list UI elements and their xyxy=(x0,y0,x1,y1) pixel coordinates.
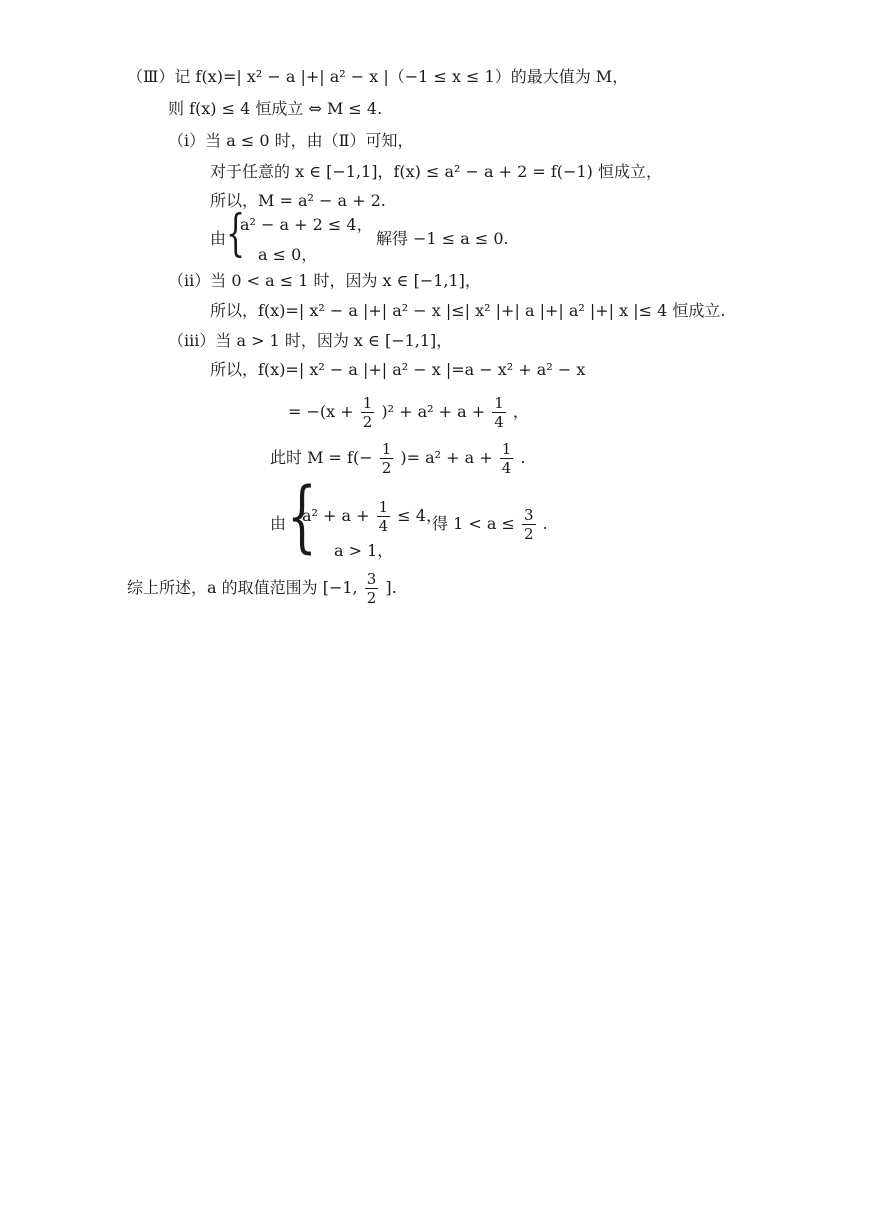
case-iii-max-part2: )= a² + a + xyxy=(400,448,493,467)
case-ii-bound: 所以，f(x)=| x² − a |+| a² − x |≤| x² |+| a |+| a² |+| x |≤ 4 恒成立. xyxy=(210,301,726,320)
fraction-one-half: $\frac{1}{2}$ xyxy=(381,440,392,477)
case-iii-max-part3: . xyxy=(520,448,526,467)
part-iii-intro: （Ⅲ）记 f(x)=| x² − a |+| a² − x |（−1 ≤ x ≤ 1）的最大值为 M， xyxy=(127,67,629,86)
case-i-system-row1: a² − a + 2 ≤ 4， xyxy=(240,215,373,234)
conclusion xyxy=(127,566,397,610)
case-i-max: 所以，M = a² − a + 2. xyxy=(210,191,386,210)
case-i-solution: 解得 −1 ≤ a ≤ 0. xyxy=(376,229,509,248)
case-iii-completed-square xyxy=(288,390,529,434)
case-iii-system-lead: 由 xyxy=(270,514,287,533)
case-iii-system-row1-part2: ≤ 4， xyxy=(397,506,442,525)
equivalence-statement: 则 f(x) ≤ 4 恒成立 ⇔ M ≤ 4. xyxy=(168,99,383,118)
case-i-heading: （ⅰ）当 a ≤ 0 时，由（Ⅱ）可知， xyxy=(168,131,414,150)
case-iii-system-row1-part1: a² + a + xyxy=(302,506,370,525)
case-i-system-row2: a ≤ 0， xyxy=(258,245,318,264)
case-iii-completed-square-part2: )² + a² + a + xyxy=(381,402,486,421)
case-iii-heading: （ⅲ）当 a > 1 时，因为 x ∈ [−1,1]， xyxy=(168,331,453,350)
fraction-three-halves: $\frac{3}{2}$ xyxy=(366,570,377,607)
fraction-three-halves: $\frac{3}{2}$ xyxy=(523,506,534,543)
fraction-one-quarter: $\frac{1}{4}$ xyxy=(494,394,504,431)
case-iii-system-brace: { xyxy=(287,472,317,562)
case-iii-solution-part1: 得 1 < a ≤ xyxy=(432,514,515,533)
conclusion-part2: ]. xyxy=(385,578,397,597)
case-iii-max-part1: 此时 M = f(− xyxy=(270,448,373,467)
fraction-one-quarter: $\frac{1}{4}$ xyxy=(501,440,512,477)
case-iii-system-row1 xyxy=(302,494,442,538)
case-i-inequality: 对于任意的 x ∈ [−1,1]，f(x) ≤ a² − a + 2 = f(−1) 恒成立， xyxy=(210,162,662,181)
fraction-one-half: $\frac{1}{2}$ xyxy=(362,394,373,431)
case-iii-completed-square-part3: ， xyxy=(512,402,529,421)
case-iii-expression: 所以，f(x)=| x² − a |+| a² − x |=a − x² + a² − x xyxy=(210,360,586,379)
case-i-system-lead: 由 xyxy=(210,229,227,248)
case-iii-solution-part2: . xyxy=(542,514,548,533)
fraction-one-quarter: $\frac{1}{4}$ xyxy=(378,498,389,535)
case-ii-heading: （ⅱ）当 0 < a ≤ 1 时，因为 x ∈ [−1,1]， xyxy=(168,271,481,290)
case-i-system-brace: { xyxy=(226,204,246,262)
case-iii-system-row2: a > 1， xyxy=(334,541,394,560)
conclusion-part1: 综上所述，a 的取值范围为 [−1, xyxy=(127,578,358,597)
case-iii-solution xyxy=(432,502,548,546)
case-iii-completed-square-part1: = −(x + xyxy=(288,402,354,421)
